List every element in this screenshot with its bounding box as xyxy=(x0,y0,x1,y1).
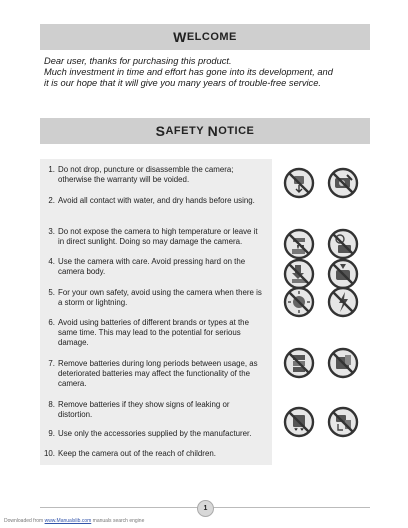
welcome-line: it is our hope that it will give you many years of trouble-free service. xyxy=(44,78,321,88)
item-text: Avoid all contact with water, and dry hands before using. xyxy=(58,196,255,205)
list-item xyxy=(40,227,270,247)
manualslib-link[interactable]: www.Manualslib.com xyxy=(44,518,92,524)
item-number: 7. xyxy=(48,359,55,368)
item-number: 3. xyxy=(48,227,55,236)
no-disassemble-icon xyxy=(327,167,359,199)
item-text: Remove batteries during long periods between usage, as deteriorated batteries may affect the functionality of the camera. xyxy=(58,359,258,388)
list-item xyxy=(40,165,270,185)
item-number: 10. xyxy=(44,449,55,458)
item-number: 4. xyxy=(48,257,55,266)
item-number: 1. xyxy=(48,165,55,174)
list-item xyxy=(40,449,270,459)
page-number: 1 xyxy=(197,500,214,517)
item-number: 6. xyxy=(48,318,55,327)
item-text: For your own safety, avoid using the camera when there is a storm or lightning. xyxy=(58,288,262,307)
download-note xyxy=(4,518,144,524)
welcome-heading-rest: ELCOME xyxy=(186,31,237,43)
item-text: Use the camera with care. Avoid pressing hard on the camera body. xyxy=(58,257,246,276)
list-item xyxy=(40,429,270,439)
download-suffix: manuals search engine xyxy=(91,518,145,524)
safety-heading-rest-1: AFETY xyxy=(165,125,205,137)
item-text: Use only the accessories supplied by the manufacturer. xyxy=(58,429,252,438)
no-water-icon xyxy=(283,228,315,260)
welcome-line: Dear user, thanks for purchasing this product. xyxy=(44,56,232,66)
welcome-line: Much investment in time and effort has gone into its development, and xyxy=(44,67,333,77)
item-number: 2. xyxy=(48,196,55,205)
list-item xyxy=(40,257,270,277)
item-number: 5. xyxy=(48,288,55,297)
list-item xyxy=(40,318,270,348)
no-heat-icon xyxy=(327,228,359,260)
list-item xyxy=(40,196,270,206)
safety-notice-heading xyxy=(40,118,370,144)
safety-heading-initial-1: S xyxy=(155,123,166,139)
item-text: Do not drop, puncture or disassemble the camera; otherwise the warranty will be voided. xyxy=(58,165,234,184)
no-mixed-batteries-icon xyxy=(283,347,315,379)
accessories-icon xyxy=(327,406,359,438)
download-prefix: Downloaded from xyxy=(4,518,45,524)
list-item xyxy=(40,288,270,308)
welcome-heading xyxy=(40,24,370,50)
item-text: Remove batteries if they show signs of leaking or distortion. xyxy=(58,400,230,419)
item-text: Do not expose the camera to high temperature or leave it in direct sunlight. Doing so may damage the camera. xyxy=(58,227,258,246)
remove-batteries-icon xyxy=(327,347,359,379)
list-item xyxy=(40,359,270,389)
no-lightning-icon xyxy=(283,286,315,318)
item-number: 8. xyxy=(48,400,55,409)
safety-heading-initial-2: N xyxy=(207,123,219,139)
welcome-text xyxy=(44,56,374,89)
item-text: Avoid using batteries of different brands or types at the same time. This may lead to the potential for serious damage. xyxy=(58,318,249,347)
no-storm-icon xyxy=(327,286,359,318)
item-number: 9. xyxy=(48,429,55,438)
safety-heading-rest-2: OTICE xyxy=(218,125,255,137)
no-drop-icon xyxy=(283,167,315,199)
item-text: Keep the camera out of the reach of children. xyxy=(58,449,216,458)
welcome-heading-initial: W xyxy=(173,29,187,45)
list-item xyxy=(40,400,270,420)
no-leaking-battery-icon xyxy=(283,406,315,438)
